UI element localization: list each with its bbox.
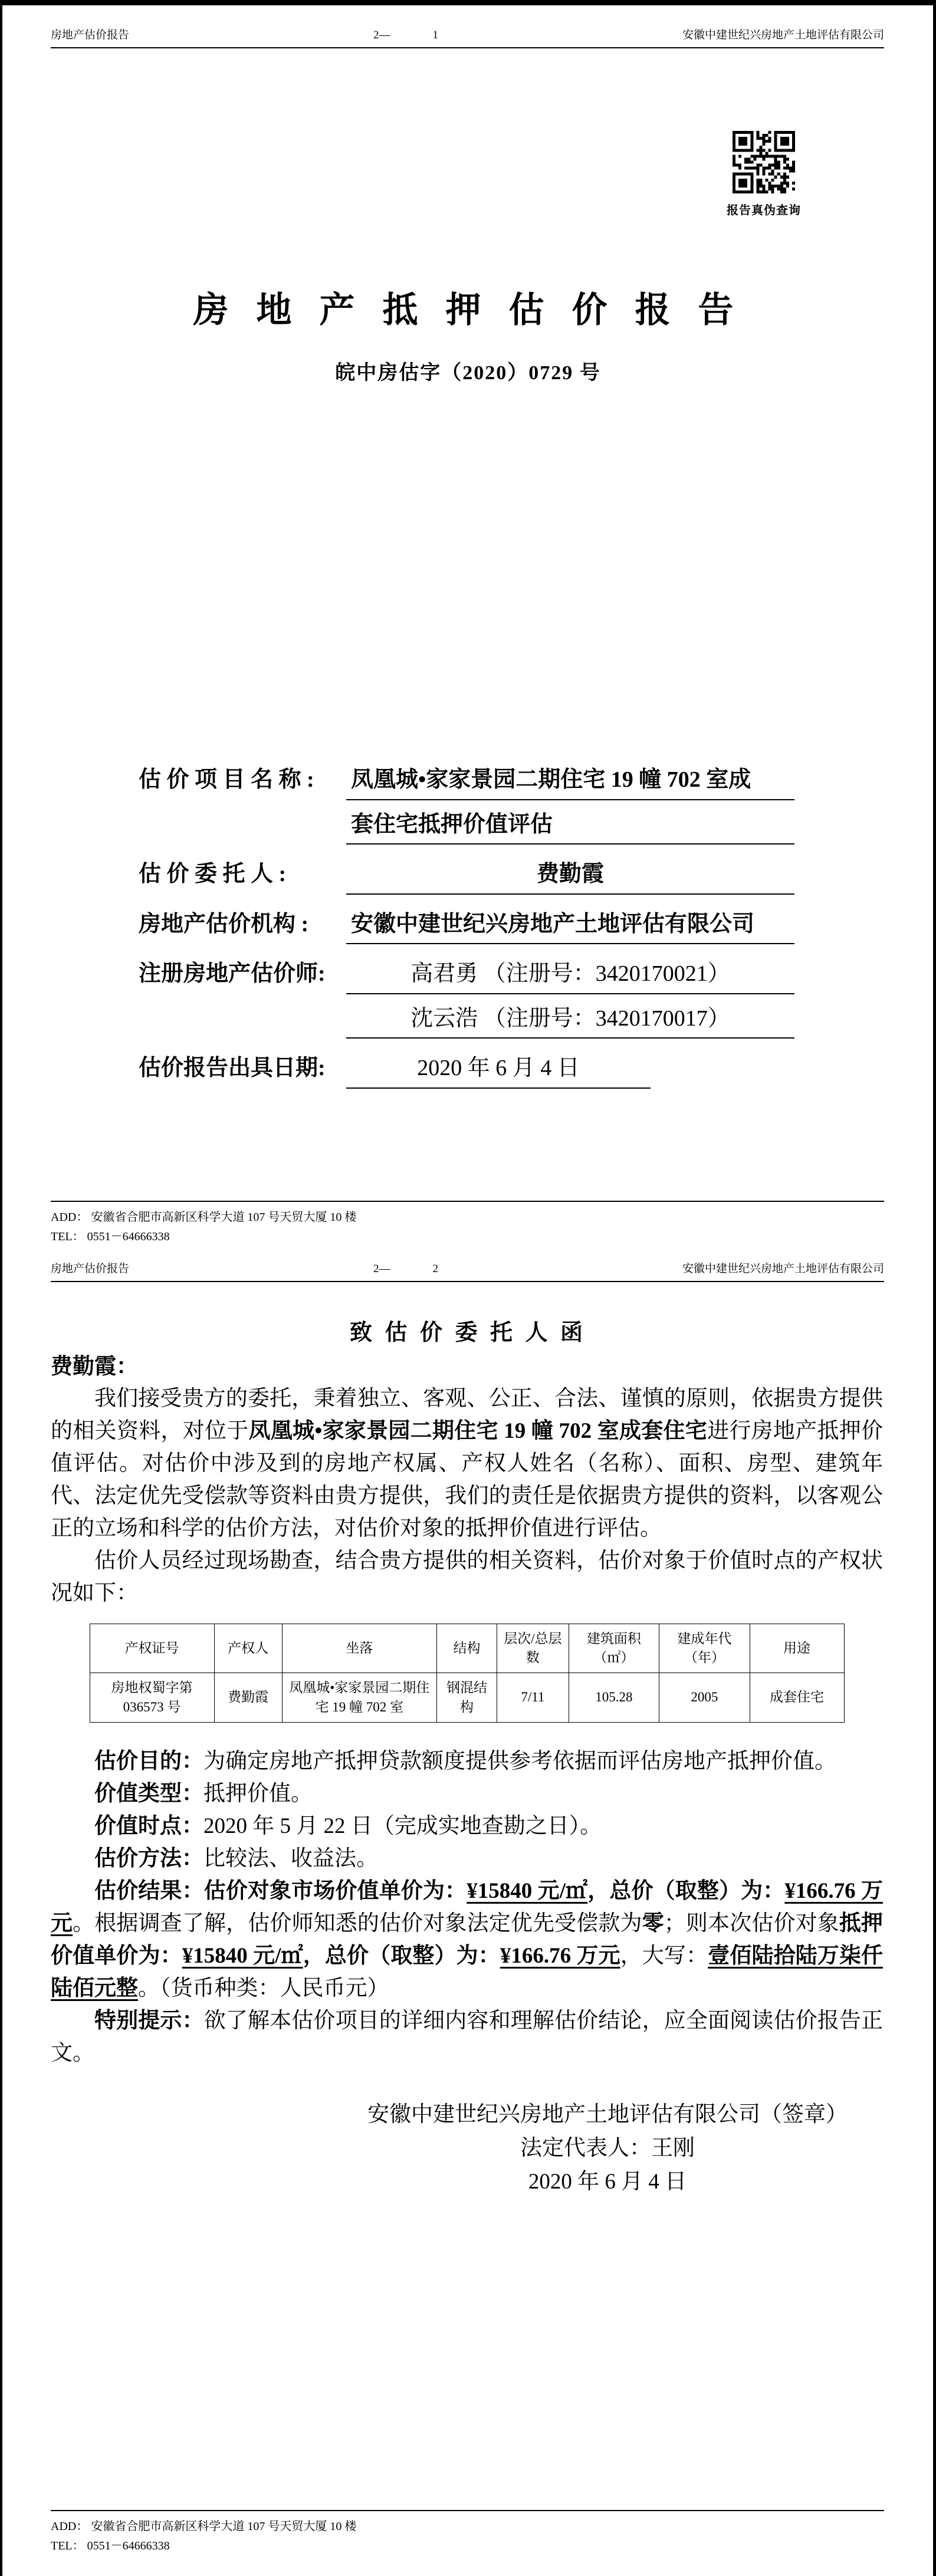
- page-footer: [51, 1201, 884, 1247]
- signature-legal-representative: 法定代表人：王刚: [520, 2135, 695, 2160]
- client-label: 估 价 委 托 人 :: [139, 862, 287, 886]
- header-page-indicator: [129, 1263, 682, 1276]
- letter-title: 致 估 价 委 托 人 函: [349, 1320, 586, 1345]
- project-value-line2: 套住宅抵押价值评估: [346, 811, 794, 845]
- table-cell: 凤凰城•家家景园二期住宅 19 幢 702 室: [282, 1673, 436, 1722]
- form-row-appraiser-2: [139, 1005, 794, 1039]
- scan-edge-right: [933, 0, 936, 2576]
- table-header-cell: 建筑面积（㎡）: [569, 1624, 659, 1673]
- item-label: 估价方法：: [94, 1846, 203, 1871]
- footer-phone: TEL： 0551－64666338: [51, 1230, 170, 1243]
- header-page-total: 2—: [373, 29, 390, 41]
- scan-edge-left: [0, 0, 2, 2576]
- item-purpose: [51, 1745, 883, 1777]
- client-value: 费勤霞: [346, 860, 794, 895]
- report-date-value: 2020 年 6 月 4 日: [346, 1054, 651, 1089]
- appraiser-2-value: 沈云浩 （注册号：3420170017）: [346, 1005, 794, 1039]
- footer-phone: TEL： 0551－64666338: [51, 2539, 170, 2552]
- project-label: 估 价 项 目 名 称 :: [139, 767, 314, 792]
- agency-label: 房地产估价机构 :: [139, 911, 309, 937]
- header-company: 安徽中建世纪兴房地产土地评估有限公司: [682, 29, 884, 41]
- table-header-cell: 用途: [750, 1624, 844, 1673]
- form-row-project: [139, 761, 794, 800]
- form-row-agency: [139, 905, 794, 945]
- header-page-indicator: [129, 29, 682, 42]
- qr-caption: 报告真伪查询: [727, 204, 801, 217]
- appraiser-label: 注册房地产估价师:: [139, 961, 326, 986]
- item-text: 估价对象市场价值单价为：¥15840 元/㎡，总价（取整）为：¥166.76 万元。根据调查了解，估价师知悉的估价对象法定优先受偿款为零；则本次估价对象抵押价值单价为：¥15840 元/㎡，总价（取整）为：¥166.76 万元，大写：壹佰陆拾陆万柒仟陆佰元整。（货币种类：人民币元）: [51, 1878, 884, 2000]
- page-footer: [51, 2510, 884, 2556]
- page-header: [51, 26, 884, 48]
- item-text: 比较法、收益法。: [203, 1846, 378, 1871]
- table-header-cell: 层次/总层数: [497, 1624, 569, 1673]
- page-1: [0, 0, 936, 1250]
- agency-value: 安徽中建世纪兴房地产土地评估有限公司: [346, 911, 794, 945]
- page-header: [51, 1260, 884, 1282]
- letter-body: [51, 1382, 883, 2199]
- table-cell: 2005: [659, 1673, 750, 1722]
- form-row-appraiser-1: [139, 955, 794, 994]
- item-label: 估价结果：: [94, 1878, 204, 1903]
- table-cell: 105.28: [569, 1673, 659, 1722]
- footer-address: ADD： 安徽省合肥市高新区科学大道 107 号天贸大厦 10 楼: [51, 1211, 357, 1224]
- table-cell: 房地权蜀字第 036573 号: [90, 1673, 214, 1722]
- letter-salutation: 费勤霞：: [51, 1355, 138, 1379]
- form-row-client: [139, 855, 794, 895]
- letter-paragraph-1: 我们接受贵方的委托，秉着独立、客观、公正、合法、谨慎的原则，依据贵方提供的相关资料，对位于凤凰城•家家景园二期住宅 19 幢 702 室成套住宅进行房地产抵押价值评估。对估价中涉及到的房地产权属、产权人姓名（名称）、面积、房型、建筑年代、法定优先受偿款等资料由贵方提供，我们的责任是依据贵方提供的资料，以客观公正的立场和科学的估价方法，对估价对象的抵押价值进行评估。: [51, 1386, 884, 1540]
- cover-form: [139, 761, 794, 1099]
- table-header-row: [90, 1624, 844, 1673]
- item-value-type: [51, 1777, 883, 1810]
- page-2: [0, 1250, 936, 2576]
- document-number: 皖中房估字（2020）0729 号: [335, 362, 601, 384]
- header-company: 安徽中建世纪兴房地产土地评估有限公司: [682, 1263, 884, 1275]
- letter-paragraph-2: 估价人员经过现场勘查，结合贵方提供的相关资料，估价对象于价值时点的产权状况如下：: [51, 1549, 883, 1605]
- signature-date: 2020 年 6 月 4 日: [528, 2169, 687, 2194]
- table-cell: 7/11: [497, 1673, 569, 1722]
- appraiser-1-value: 高君勇 （注册号：3420170021）: [346, 960, 794, 994]
- footer-address: ADD： 安徽省合肥市高新区科学大道 107 号天贸大厦 10 楼: [51, 2520, 357, 2533]
- table-header-cell: 结构: [436, 1624, 497, 1673]
- item-result: [51, 1875, 883, 2005]
- item-label: 特别提示：: [94, 2008, 204, 2033]
- table-header-cell: 建成年代（年）: [659, 1624, 750, 1673]
- form-row-project-continuation: [139, 811, 794, 845]
- table-cell: 钢混结构: [436, 1673, 497, 1722]
- table-cell: 费勤霞: [214, 1673, 282, 1722]
- table-header-cell: 产权人: [214, 1624, 282, 1673]
- item-label: 估价目的：: [94, 1749, 203, 1773]
- scan-edge-top: [0, 0, 936, 5]
- item-special-note: [51, 2005, 883, 2069]
- table-cell: 成套住宅: [750, 1673, 844, 1722]
- item-label: 价值时点：: [94, 1813, 203, 1838]
- item-text: 欲了解本估价项目的详细内容和理解估价结论，应全面阅读估价报告正文。: [51, 2008, 884, 2065]
- header-doc-type: 房地产估价报告: [51, 1263, 130, 1275]
- report-title: 房 地 产 抵 押 估 价 报 告: [193, 291, 743, 330]
- header-page-number: 1: [432, 29, 438, 41]
- item-method: [51, 1842, 883, 1875]
- report-date-label: 估价报告出具日期:: [139, 1056, 326, 1080]
- qr-block: [724, 131, 803, 218]
- header-page-number: 2: [432, 1263, 438, 1275]
- header-page-total: 2—: [373, 1263, 390, 1275]
- signature-block: [367, 2098, 848, 2199]
- table-header-cell: 产权证号: [90, 1624, 214, 1673]
- table-header-cell: 坐落: [282, 1624, 436, 1673]
- item-text: 抵押价值。: [203, 1781, 313, 1806]
- item-value-date: [51, 1810, 883, 1842]
- table-row: [90, 1673, 844, 1722]
- item-text: 为确定房地产抵押贷款额度提供参考依据而评估房地产抵押价值。: [203, 1749, 836, 1773]
- item-text: 2020 年 5 月 22 日（完成实地查勘之日）。: [203, 1813, 602, 1838]
- form-row-report-date: [139, 1049, 794, 1089]
- item-label: 价值类型：: [94, 1781, 203, 1806]
- project-value-line1: 凤凰城•家家景园二期住宅 19 幢 702 室成: [346, 766, 794, 800]
- property-rights-table: [90, 1624, 845, 1723]
- qr-code-icon: [733, 131, 795, 193]
- signature-company: 安徽中建世纪兴房地产土地评估有限公司（签章）: [367, 2102, 848, 2127]
- header-doc-type: 房地产估价报告: [51, 29, 130, 41]
